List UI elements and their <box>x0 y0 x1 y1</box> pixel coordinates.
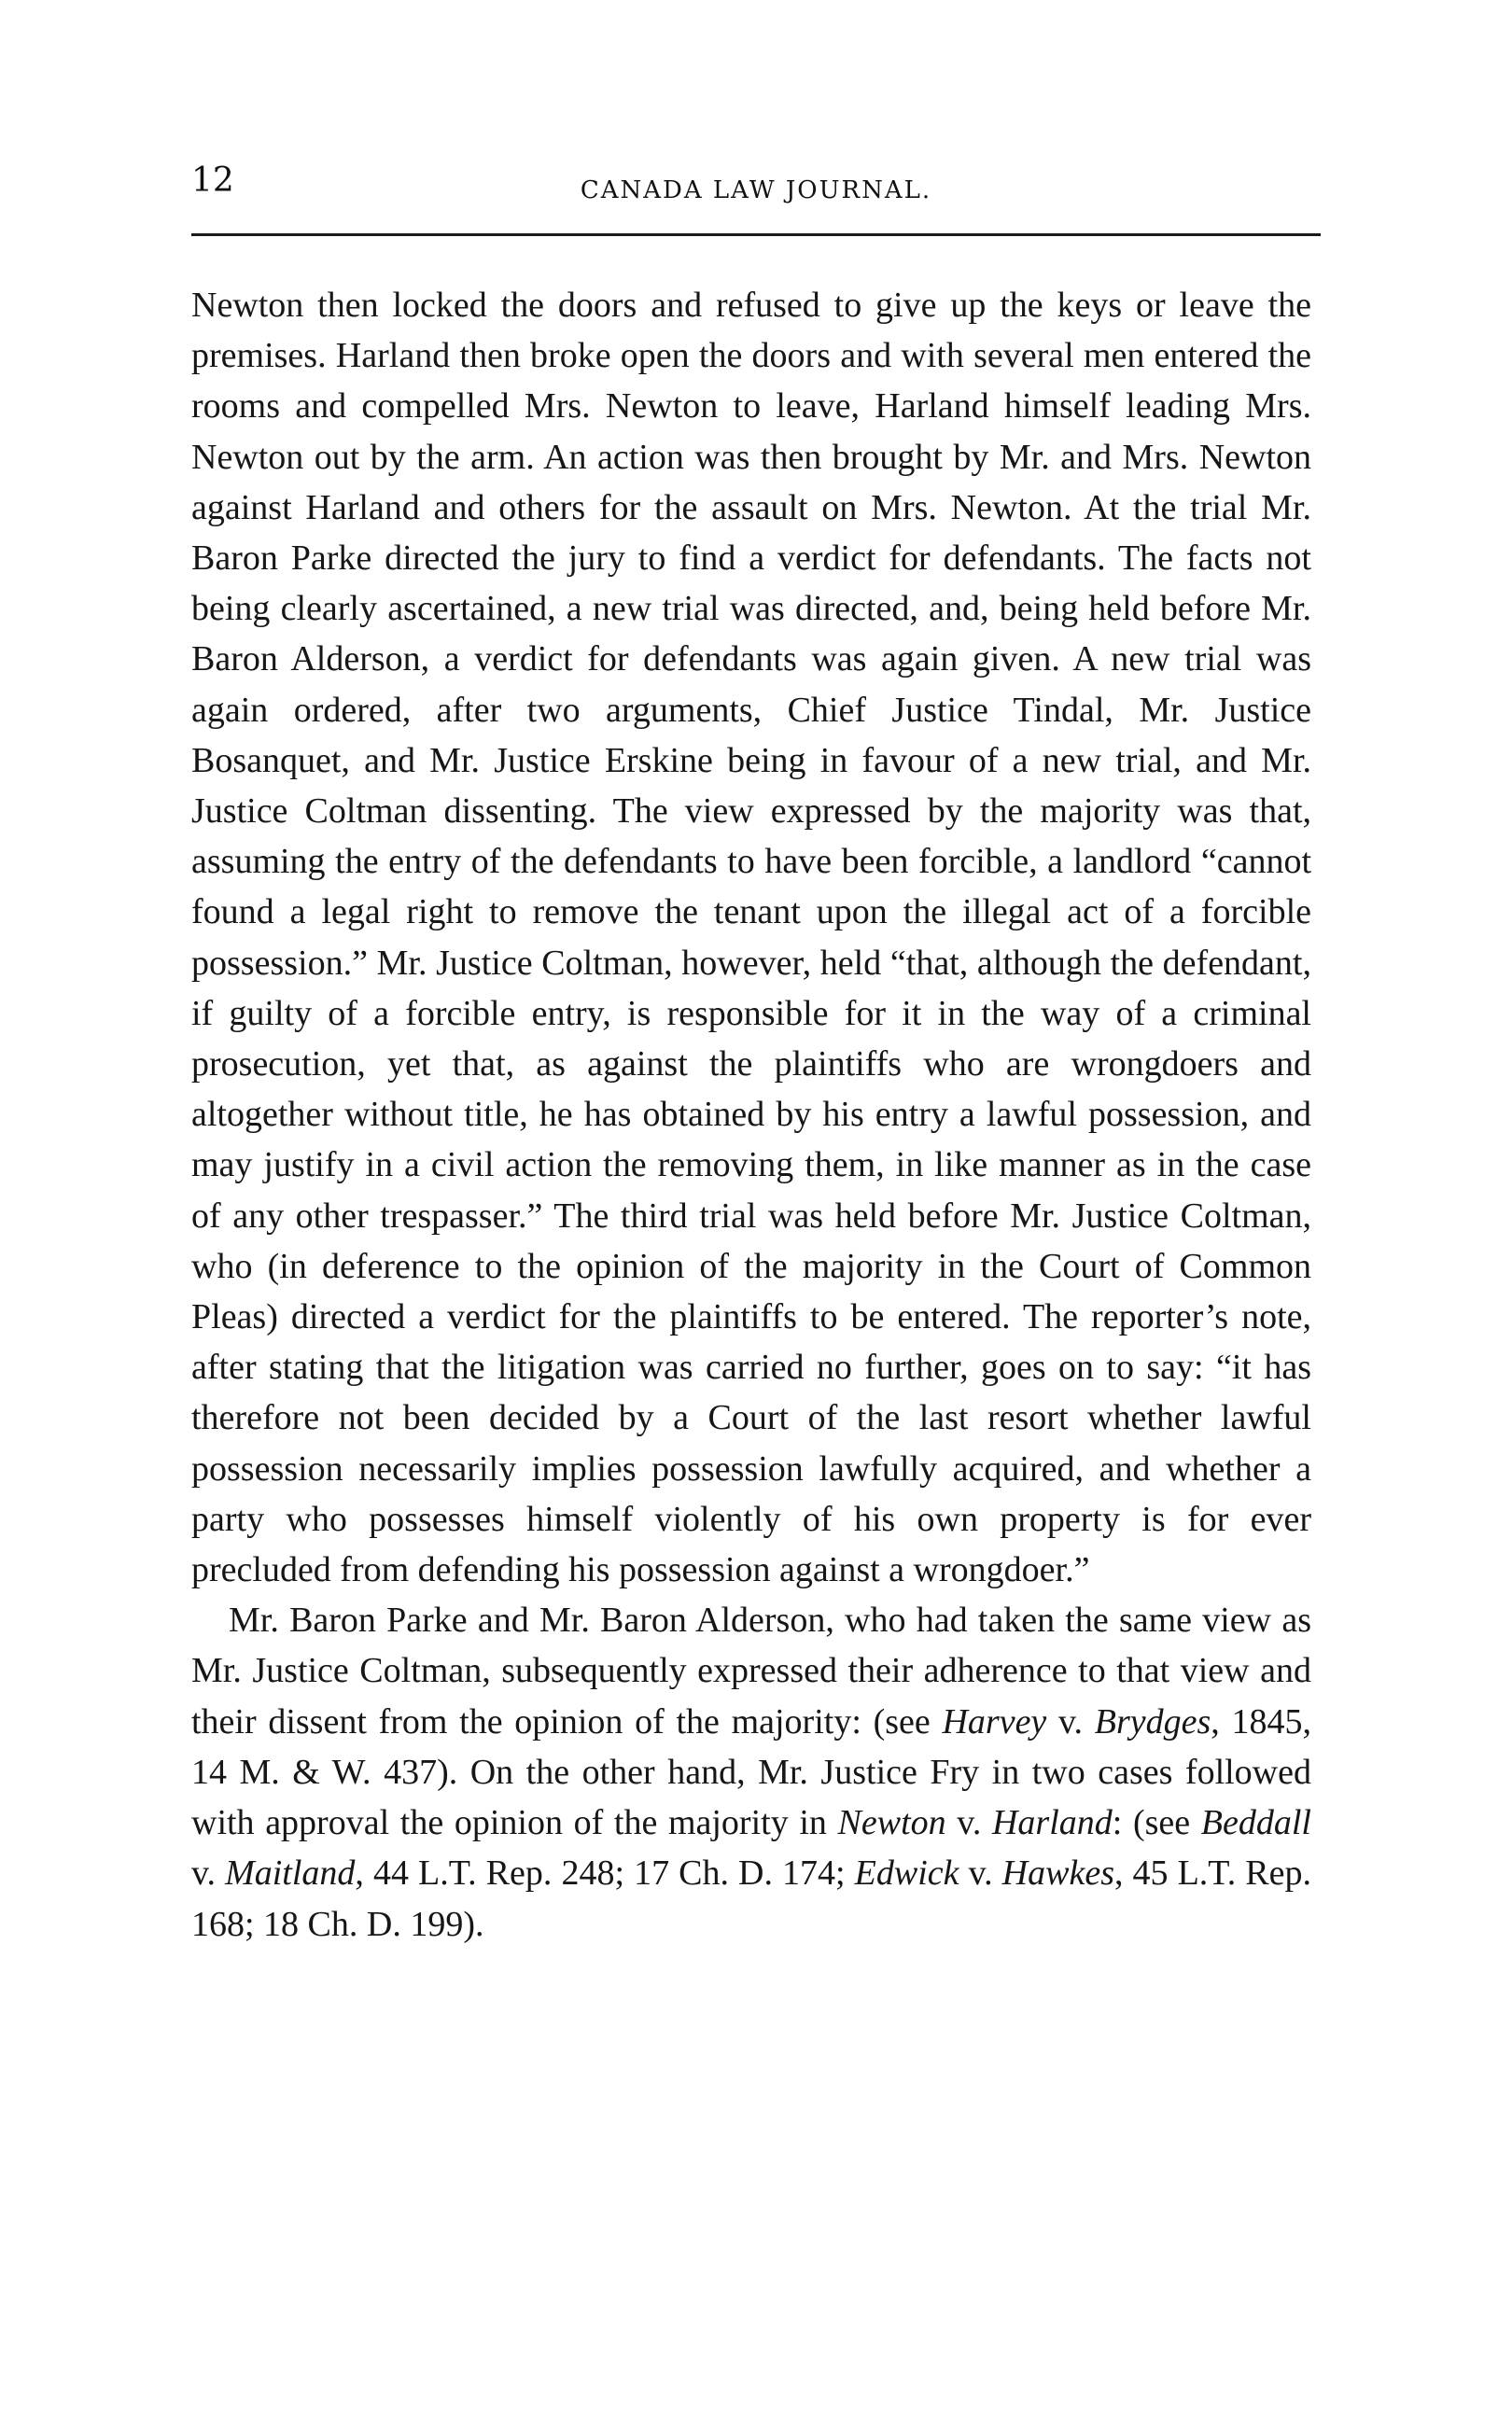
paragraph-2-text: , 44 L.T. Rep. 248; 17 Ch. D. 174; <box>355 1853 855 1894</box>
versus: v. <box>945 1803 992 1843</box>
paragraph-2-text: , 45 L.T. Rep. 168; 18 Ch. D. 199). <box>191 1853 1311 1944</box>
body-text <box>191 280 1311 1950</box>
paragraph-2-text: : (see <box>1112 1803 1201 1843</box>
case-name: Newton <box>837 1803 946 1843</box>
versus: v. <box>1046 1701 1095 1742</box>
case-name: Edwick <box>854 1853 959 1894</box>
versus: v. <box>959 1853 1002 1894</box>
paragraph-2-text: , 1845, 14 M. & W. 437). On the other hand, Mr. Justice Fry in two cases followed with approval the opinion of the majority in <box>191 1701 1311 1843</box>
page-header <box>191 159 1321 215</box>
case-name: Beddall <box>1200 1803 1311 1843</box>
case-name: Harvey <box>942 1701 1047 1742</box>
case-name: Hawkes <box>1001 1853 1114 1894</box>
header-rule <box>191 233 1321 236</box>
case-name: Harland <box>991 1803 1113 1843</box>
paragraph-2 <box>191 1595 1311 1949</box>
case-name: Maitland <box>225 1853 356 1894</box>
running-head: CANADA LAW JOURNAL. <box>580 176 932 204</box>
versus: v. <box>191 1853 226 1894</box>
paragraph-2-text: Mr. Baron Parke and Mr. Baron Alderson, who had taken the same view as Mr. Justice Coltman, subsequently expressed their adherence to that view and their dissent from the opinion of the majority: (see <box>191 1601 1311 1742</box>
case-name: Brydges <box>1094 1701 1211 1742</box>
page-number: 12 <box>191 161 234 200</box>
paragraph-1: Newton then locked the doors and refused to give up the keys or leave the premises. Harland then broke open the doors and with several men entered the rooms and compelled Mrs. Newton to leave, Harland himself leading Mrs. Newton out by the arm. An action was then brought by Mr. and Mrs. Newton against Harland and others for the assault on Mrs. Newton. At the trial Mr. Baron Parke directed the jury to find a verdict for defendants. The facts not being clearly ascertained, a new trial was directed, and, being held before Mr. Baron Alderson, a verdict for defendants was again given. A new trial was again ordered, after two arguments, Chief Justice Tindal, Mr. Justice Bosanquet, and Mr. Justice Erskine being in favour of a new trial, and Mr. Justice Coltman dissenting. The view expressed by the majority was that, assuming the entry of the defendants to have been forcible, a landlord “cannot found a legal right to remove the tenant upon the illegal act of a forcible possession.” Mr. Justice Coltman, however, held “that, although the defendant, if guilty of a forcible entry, is responsible for it in the way of a criminal prosecution, yet that, as against the plaintiffs who are wrongdoers and altogether without title, he has obtained by his entry a lawful possession, and may justify in a civil action the removing them, in like manner as in the case of any other trespasser.” The third trial was held before Mr. Justice Coltman, who (in deference to the opinion of the majority in the Court of Common Pleas) directed a verdict for the plaintiffs to be entered. The reporter’s note, after stating that the litigation was carried no further, goes on to say: “it has therefore not been decided by a Court of the last resort whether lawful possession necessarily implies possession lawfully acquired, and whether a party who possesses himself violently of his own property is for ever precluded from defending his possession against a wrongdoer.” <box>191 286 1311 1590</box>
